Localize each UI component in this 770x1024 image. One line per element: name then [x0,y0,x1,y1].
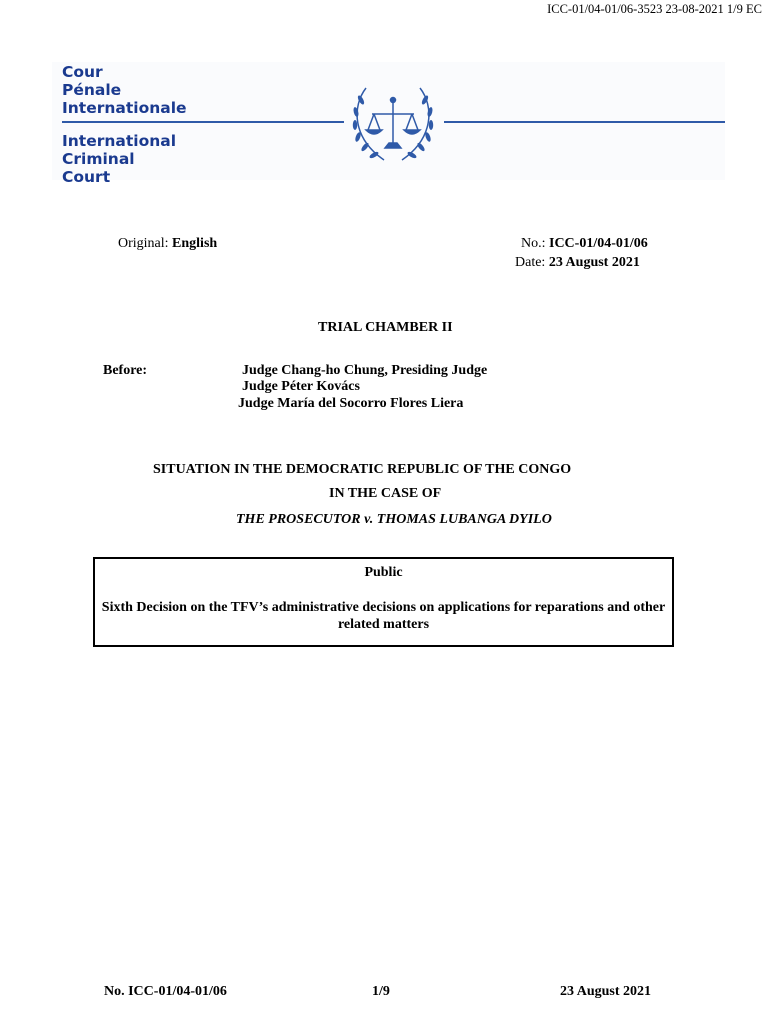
judge-presiding: Judge Chang-ho Chung, Presiding Judge [242,363,488,378]
letterhead-rule-right [444,121,725,123]
case-number [521,236,648,252]
court-name-line: Criminal [62,150,135,168]
document-stamp: ICC-01/04-01/06-3523 23-08-2021 1/9 EC [547,2,762,16]
case-name: THE PROSECUTOR v. THOMAS LUBANGA DYILO [236,512,552,527]
chamber-title: TRIAL CHAMBER II [318,320,453,335]
court-name-line: Pénale [62,81,122,99]
court-name-line: Court [62,168,111,186]
footer-date: 23 August 2021 [560,984,652,999]
situation-heading: SITUATION IN THE DEMOCRATIC REPUBLIC OF THE CONGO [153,462,572,477]
case-number-label: No.: [521,236,546,251]
before-label: Before: [103,363,148,378]
date-value: 23 August 2021 [548,255,640,270]
letterhead-rule-left [62,121,344,123]
document-title-box [93,557,674,647]
classification-label: Public [364,565,403,580]
footer-page-number: 1/9 [372,984,390,999]
court-name-line: International [62,132,177,150]
court-name-english [62,132,176,186]
original-label: Original: [118,236,169,251]
court-name-line: Cour [62,63,103,81]
case-of-heading: IN THE CASE OF [329,486,442,501]
judge-member: Judge Péter Kovács [242,379,360,394]
original-language [118,236,217,252]
icc-scales-laurel-icon [344,76,442,168]
footer-case-number: No. ICC-01/04-01/06 [104,984,227,999]
court-name-french [62,63,187,117]
document-date [515,255,640,271]
judge-member: Judge María del Socorro Flores Liera [238,396,464,411]
case-number-value: ICC-01/04-01/06 [549,236,648,251]
date-label: Date: [515,255,546,270]
decision-title: Sixth Decision on the TFV’s administrative decisions on applications for reparations and other related matters [101,600,666,632]
court-name-line: Internationale [62,99,187,117]
icc-letterhead [52,62,725,186]
original-value: English [172,236,218,251]
